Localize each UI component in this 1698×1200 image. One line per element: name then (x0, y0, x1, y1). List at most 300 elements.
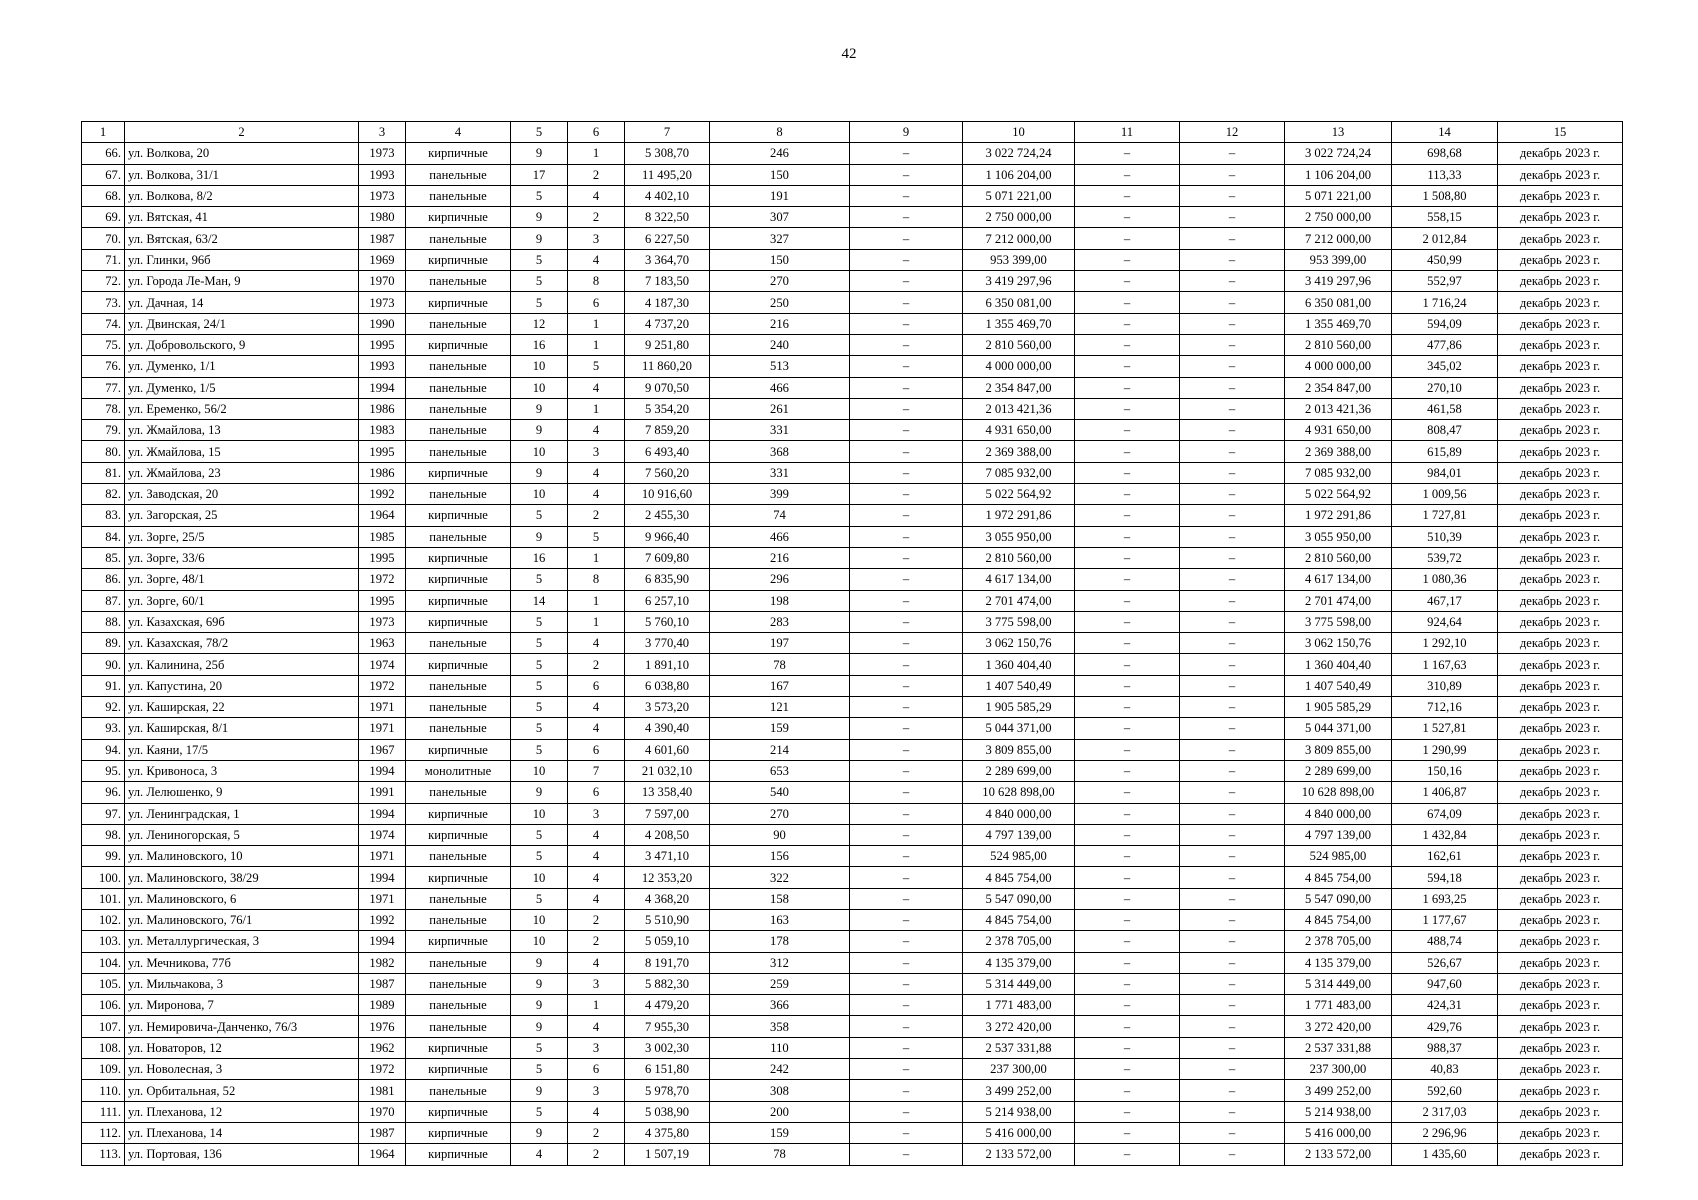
table-cell-col-11: – (1075, 377, 1180, 398)
table-cell-col-12: – (1180, 633, 1285, 654)
table-cell-col-14: 2 296,96 (1392, 1122, 1498, 1143)
table-row (82, 952, 1623, 973)
table-cell-col-7: 9 251,80 (625, 334, 710, 355)
table-cell-col-15: декабрь 2023 г. (1498, 846, 1623, 867)
table-cell-col-9: – (850, 633, 963, 654)
table-cell-col-10: 524 985,00 (963, 846, 1075, 867)
table-cell-col-6: 4 (568, 1101, 625, 1122)
table-cell-col-6: 2 (568, 1122, 625, 1143)
table-cell-col-5: 9 (511, 782, 568, 803)
table-cell-col-12: – (1180, 1122, 1285, 1143)
table-cell-col-3: 1995 (359, 590, 406, 611)
table-cell-col-7: 1 891,10 (625, 654, 710, 675)
table-cell-col-4: панельные (406, 398, 511, 419)
table-cell-col-2: ул. Двинская, 24/1 (125, 313, 359, 334)
table-cell-col-8: 240 (710, 334, 850, 355)
table-cell-col-2: ул. Плеханова, 12 (125, 1101, 359, 1122)
table-cell-col-9: – (850, 654, 963, 675)
table-cell-col-2: ул. Калинина, 25б (125, 654, 359, 675)
table-cell-col-9: – (850, 249, 963, 270)
table-cell-col-4: кирпичные (406, 143, 511, 164)
table-cell-col-2: ул. Глинки, 96б (125, 249, 359, 270)
page-number: 42 (841, 46, 857, 62)
table-cell-col-11: – (1075, 590, 1180, 611)
table-cell-col-15: декабрь 2023 г. (1498, 782, 1623, 803)
table-cell-col-7: 5 038,90 (625, 1101, 710, 1122)
table-cell-col-10: 7 212 000,00 (963, 228, 1075, 249)
table-cell-col-4: панельные (406, 995, 511, 1016)
table-cell-col-2: ул. Малиновского, 10 (125, 846, 359, 867)
table-cell-col-7: 4 208,50 (625, 824, 710, 845)
table-cell-col-3: 1971 (359, 888, 406, 909)
column-header-1: 1 (82, 122, 125, 143)
table-cell-col-12: – (1180, 760, 1285, 781)
table-cell-col-11: – (1075, 1037, 1180, 1058)
registry-table (81, 121, 1623, 1166)
table-cell-col-14: 488,74 (1392, 931, 1498, 952)
table-cell-col-8: 296 (710, 569, 850, 590)
table-cell-col-3: 1962 (359, 1037, 406, 1058)
table-cell-col-11: – (1075, 909, 1180, 930)
table-cell-col-5: 9 (511, 526, 568, 547)
table-cell-col-2: ул. Портовая, 136 (125, 1144, 359, 1165)
table-cell-col-15: декабрь 2023 г. (1498, 888, 1623, 909)
table-cell-col-3: 1976 (359, 1016, 406, 1037)
table-header (82, 122, 1623, 143)
table-cell-col-7: 3 573,20 (625, 697, 710, 718)
table-cell-col-9: – (850, 271, 963, 292)
table-cell-col-9: – (850, 675, 963, 696)
table-cell-col-15: декабрь 2023 г. (1498, 462, 1623, 483)
table-cell-col-13: 2 133 572,00 (1285, 1144, 1392, 1165)
table-cell-col-6: 1 (568, 334, 625, 355)
table-cell-col-10: 2 537 331,88 (963, 1037, 1075, 1058)
table-cell-col-11: – (1075, 995, 1180, 1016)
table-cell-col-3: 1972 (359, 569, 406, 590)
table-cell-col-15: декабрь 2023 г. (1498, 420, 1623, 441)
table-cell-col-8: 78 (710, 1144, 850, 1165)
table-cell-col-15: декабрь 2023 г. (1498, 590, 1623, 611)
table-cell-col-6: 1 (568, 398, 625, 419)
table-cell-col-5: 5 (511, 824, 568, 845)
table-cell-col-7: 6 038,80 (625, 675, 710, 696)
table-cell-col-8: 322 (710, 867, 850, 888)
table-cell-col-8: 158 (710, 888, 850, 909)
table-cell-col-15: декабрь 2023 г. (1498, 654, 1623, 675)
table-cell-col-13: 6 350 081,00 (1285, 292, 1392, 313)
table-cell-col-7: 4 737,20 (625, 313, 710, 334)
table-cell-col-6: 4 (568, 867, 625, 888)
table-cell-col-7: 4 375,80 (625, 1122, 710, 1143)
table-cell-col-14: 594,18 (1392, 867, 1498, 888)
table-cell-col-6: 2 (568, 931, 625, 952)
table-cell-col-13: 2 369 388,00 (1285, 441, 1392, 462)
table-row (82, 590, 1623, 611)
table-cell-col-7: 8 191,70 (625, 952, 710, 973)
table-cell-col-6: 3 (568, 973, 625, 994)
table-cell-col-8: 261 (710, 398, 850, 419)
table-cell-col-8: 150 (710, 164, 850, 185)
table-cell-col-7: 7 609,80 (625, 547, 710, 568)
table-cell-col-12: – (1180, 675, 1285, 696)
table-cell-col-14: 113,33 (1392, 164, 1498, 185)
table-cell-col-13: 5 214 938,00 (1285, 1101, 1392, 1122)
table-cell-col-4: панельные (406, 228, 511, 249)
table-cell-col-13: 2 013 421,36 (1285, 398, 1392, 419)
table-cell-col-4: панельные (406, 313, 511, 334)
table-cell-col-13: 1 771 483,00 (1285, 995, 1392, 1016)
table-cell-col-5: 10 (511, 931, 568, 952)
table-cell-col-2: ул. Малиновского, 6 (125, 888, 359, 909)
table-cell-col-5: 5 (511, 633, 568, 654)
table-cell-col-3: 1986 (359, 462, 406, 483)
table-cell-col-6: 6 (568, 292, 625, 313)
table-cell-col-14: 698,68 (1392, 143, 1498, 164)
table-row (82, 931, 1623, 952)
table-row (82, 909, 1623, 930)
table-cell-col-2: ул. Новолесная, 3 (125, 1059, 359, 1080)
table-cell-col-13: 1 407 540,49 (1285, 675, 1392, 696)
table-cell-col-5: 5 (511, 611, 568, 632)
table-cell-col-14: 2 012,84 (1392, 228, 1498, 249)
table-cell-col-2: ул. Города Ле-Ман, 9 (125, 271, 359, 292)
table-cell-col-3: 1993 (359, 356, 406, 377)
table-cell-col-5: 10 (511, 760, 568, 781)
table-cell-col-14: 1 167,63 (1392, 654, 1498, 675)
table-cell-col-7: 3 002,30 (625, 1037, 710, 1058)
table-cell-col-15: декабрь 2023 г. (1498, 185, 1623, 206)
table-cell-col-15: декабрь 2023 г. (1498, 526, 1623, 547)
column-header-5: 5 (511, 122, 568, 143)
table-cell-col-15: декабрь 2023 г. (1498, 1037, 1623, 1058)
table-cell-col-5: 5 (511, 292, 568, 313)
table-cell-col-14: 429,76 (1392, 1016, 1498, 1037)
table-cell-col-7: 9 070,50 (625, 377, 710, 398)
table-row (82, 1059, 1623, 1080)
table-cell-col-5: 5 (511, 1101, 568, 1122)
table-cell-col-6: 4 (568, 249, 625, 270)
table-cell-col-4: кирпичные (406, 803, 511, 824)
table-cell-col-9: – (850, 846, 963, 867)
table-row (82, 313, 1623, 334)
table-cell-col-5: 5 (511, 739, 568, 760)
table-cell-col-15: декабрь 2023 г. (1498, 760, 1623, 781)
table-cell-col-2: ул. Жмайлова, 13 (125, 420, 359, 441)
table-cell-col-1: 90. (82, 654, 125, 675)
table-cell-col-6: 1 (568, 995, 625, 1016)
table-cell-col-8: 312 (710, 952, 850, 973)
table-cell-col-12: – (1180, 547, 1285, 568)
table-cell-col-13: 3 055 950,00 (1285, 526, 1392, 547)
table-cell-col-1: 78. (82, 398, 125, 419)
table-cell-col-4: кирпичные (406, 207, 511, 228)
table-cell-col-7: 4 479,20 (625, 995, 710, 1016)
table-cell-col-11: – (1075, 888, 1180, 909)
table-cell-col-10: 3 499 252,00 (963, 1080, 1075, 1101)
table-cell-col-4: кирпичные (406, 1122, 511, 1143)
table-cell-col-12: – (1180, 1144, 1285, 1165)
table-cell-col-4: панельные (406, 675, 511, 696)
table-cell-col-6: 2 (568, 1144, 625, 1165)
table-cell-col-11: – (1075, 292, 1180, 313)
table-cell-col-15: декабрь 2023 г. (1498, 803, 1623, 824)
table-cell-col-9: – (850, 697, 963, 718)
table-cell-col-4: панельные (406, 697, 511, 718)
table-cell-col-10: 4 845 754,00 (963, 867, 1075, 888)
table-cell-col-8: 466 (710, 377, 850, 398)
table-cell-col-14: 988,37 (1392, 1037, 1498, 1058)
table-cell-col-3: 1994 (359, 377, 406, 398)
table-cell-col-2: ул. Миронова, 7 (125, 995, 359, 1016)
table-cell-col-8: 159 (710, 718, 850, 739)
table-cell-col-2: ул. Заводская, 20 (125, 484, 359, 505)
table-cell-col-4: панельные (406, 271, 511, 292)
table-cell-col-10: 237 300,00 (963, 1059, 1075, 1080)
table-cell-col-5: 12 (511, 313, 568, 334)
table-cell-col-13: 2 378 705,00 (1285, 931, 1392, 952)
table-cell-col-10: 5 314 449,00 (963, 973, 1075, 994)
table-cell-col-14: 150,16 (1392, 760, 1498, 781)
table-cell-col-12: – (1180, 377, 1285, 398)
table-row (82, 1144, 1623, 1165)
table-cell-col-12: – (1180, 697, 1285, 718)
table-cell-col-11: – (1075, 867, 1180, 888)
table-cell-col-12: – (1180, 739, 1285, 760)
table-cell-col-1: 93. (82, 718, 125, 739)
table-cell-col-9: – (850, 931, 963, 952)
table-cell-col-1: 95. (82, 760, 125, 781)
table-cell-col-11: – (1075, 271, 1180, 292)
table-cell-col-11: – (1075, 1059, 1180, 1080)
table-cell-col-6: 4 (568, 484, 625, 505)
table-cell-col-11: – (1075, 228, 1180, 249)
table-row (82, 611, 1623, 632)
table-cell-col-2: ул. Зорге, 25/5 (125, 526, 359, 547)
table-row (82, 462, 1623, 483)
table-cell-col-2: ул. Лелюшенко, 9 (125, 782, 359, 803)
table-cell-col-6: 7 (568, 760, 625, 781)
table-cell-col-6: 1 (568, 143, 625, 164)
table-cell-col-10: 1 972 291,86 (963, 505, 1075, 526)
table-cell-col-10: 1 355 469,70 (963, 313, 1075, 334)
table-cell-col-12: – (1180, 313, 1285, 334)
table-cell-col-8: 466 (710, 526, 850, 547)
table-cell-col-9: – (850, 718, 963, 739)
table-cell-col-5: 5 (511, 271, 568, 292)
table-cell-col-4: панельные (406, 909, 511, 930)
table-row (82, 207, 1623, 228)
table-cell-col-15: декабрь 2023 г. (1498, 441, 1623, 462)
table-cell-col-8: 156 (710, 846, 850, 867)
table-cell-col-12: – (1180, 164, 1285, 185)
table-cell-col-11: – (1075, 356, 1180, 377)
table-row (82, 398, 1623, 419)
table-cell-col-7: 7 597,00 (625, 803, 710, 824)
table-cell-col-14: 1 009,56 (1392, 484, 1498, 505)
table-cell-col-11: – (1075, 824, 1180, 845)
table-cell-col-3: 1987 (359, 973, 406, 994)
table-cell-col-2: ул. Волкова, 20 (125, 143, 359, 164)
table-cell-col-9: – (850, 739, 963, 760)
table-cell-col-8: 191 (710, 185, 850, 206)
table-cell-col-12: – (1180, 931, 1285, 952)
table-cell-col-6: 3 (568, 1037, 625, 1058)
table-cell-col-1: 109. (82, 1059, 125, 1080)
table-cell-col-1: 102. (82, 909, 125, 930)
table-cell-col-3: 1980 (359, 207, 406, 228)
table-cell-col-10: 1 771 483,00 (963, 995, 1075, 1016)
table-cell-col-3: 1989 (359, 995, 406, 1016)
table-cell-col-6: 1 (568, 611, 625, 632)
table-cell-col-13: 2 701 474,00 (1285, 590, 1392, 611)
table-cell-col-11: – (1075, 484, 1180, 505)
table-cell-col-10: 5 022 564,92 (963, 484, 1075, 505)
table-cell-col-15: декабрь 2023 г. (1498, 228, 1623, 249)
table-cell-col-3: 1974 (359, 654, 406, 675)
table-row (82, 1037, 1623, 1058)
table-cell-col-10: 2 701 474,00 (963, 590, 1075, 611)
table-cell-col-12: – (1180, 185, 1285, 206)
table-cell-col-11: – (1075, 547, 1180, 568)
table-cell-col-7: 4 368,20 (625, 888, 710, 909)
table-cell-col-2: ул. Волкова, 31/1 (125, 164, 359, 185)
table-cell-col-5: 5 (511, 1037, 568, 1058)
table-cell-col-11: – (1075, 760, 1180, 781)
table-cell-col-7: 11 860,20 (625, 356, 710, 377)
table-cell-col-11: – (1075, 697, 1180, 718)
table-cell-col-1: 87. (82, 590, 125, 611)
table-cell-col-1: 68. (82, 185, 125, 206)
table-cell-col-3: 1992 (359, 484, 406, 505)
table-cell-col-14: 467,17 (1392, 590, 1498, 611)
table-cell-col-15: декабрь 2023 г. (1498, 1122, 1623, 1143)
table-cell-col-10: 4 840 000,00 (963, 803, 1075, 824)
table-cell-col-15: декабрь 2023 г. (1498, 1080, 1623, 1101)
table-cell-col-15: декабрь 2023 г. (1498, 952, 1623, 973)
table-row (82, 782, 1623, 803)
table-cell-col-9: – (850, 547, 963, 568)
table-cell-col-7: 6 227,50 (625, 228, 710, 249)
table-cell-col-3: 1995 (359, 547, 406, 568)
table-cell-col-3: 1992 (359, 909, 406, 930)
column-header-9: 9 (850, 122, 963, 143)
table-cell-col-6: 4 (568, 697, 625, 718)
table-cell-col-4: панельные (406, 846, 511, 867)
table-cell-col-15: декабрь 2023 г. (1498, 697, 1623, 718)
table-cell-col-3: 1973 (359, 611, 406, 632)
table-cell-col-3: 1995 (359, 441, 406, 462)
table-cell-col-9: – (850, 185, 963, 206)
table-cell-col-11: – (1075, 420, 1180, 441)
table-cell-col-12: – (1180, 824, 1285, 845)
column-header-15: 15 (1498, 122, 1623, 143)
table-cell-col-9: – (850, 1144, 963, 1165)
table-cell-col-2: ул. Лениногорская, 5 (125, 824, 359, 845)
table-cell-col-1: 112. (82, 1122, 125, 1143)
table-cell-col-6: 8 (568, 569, 625, 590)
table-cell-col-7: 4 601,60 (625, 739, 710, 760)
table-cell-col-4: панельные (406, 782, 511, 803)
table-cell-col-7: 10 916,60 (625, 484, 710, 505)
table-cell-col-6: 1 (568, 547, 625, 568)
table-cell-col-1: 81. (82, 462, 125, 483)
table-cell-col-1: 70. (82, 228, 125, 249)
table-cell-col-5: 14 (511, 590, 568, 611)
table-cell-col-10: 3 062 150,76 (963, 633, 1075, 654)
table-cell-col-7: 4 390,40 (625, 718, 710, 739)
table-cell-col-11: – (1075, 569, 1180, 590)
table-cell-col-4: панельные (406, 441, 511, 462)
table-cell-col-11: – (1075, 718, 1180, 739)
table-row (82, 292, 1623, 313)
table-cell-col-15: декабрь 2023 г. (1498, 356, 1623, 377)
table-cell-col-7: 5 354,20 (625, 398, 710, 419)
table-cell-col-10: 2 133 572,00 (963, 1144, 1075, 1165)
table-cell-col-6: 2 (568, 207, 625, 228)
table-cell-col-8: 368 (710, 441, 850, 462)
table-cell-col-11: – (1075, 1016, 1180, 1037)
table-cell-col-7: 5 978,70 (625, 1080, 710, 1101)
table-cell-col-7: 7 955,30 (625, 1016, 710, 1037)
table-cell-col-12: – (1180, 803, 1285, 824)
table-cell-col-8: 399 (710, 484, 850, 505)
table-cell-col-3: 1973 (359, 143, 406, 164)
table-cell-col-1: 84. (82, 526, 125, 547)
table-cell-col-14: 1 693,25 (1392, 888, 1498, 909)
table-cell-col-12: – (1180, 441, 1285, 462)
table-cell-col-10: 4 845 754,00 (963, 909, 1075, 930)
table-cell-col-10: 3 022 724,24 (963, 143, 1075, 164)
table-cell-col-14: 924,64 (1392, 611, 1498, 632)
table-cell-col-6: 2 (568, 505, 625, 526)
table-cell-col-4: панельные (406, 356, 511, 377)
table-cell-col-4: кирпичные (406, 1037, 511, 1058)
table-cell-col-1: 77. (82, 377, 125, 398)
table-cell-col-8: 121 (710, 697, 850, 718)
table-cell-col-12: – (1180, 611, 1285, 632)
table-cell-col-8: 331 (710, 462, 850, 483)
table-cell-col-1: 79. (82, 420, 125, 441)
table-cell-col-7: 3 471,10 (625, 846, 710, 867)
table-cell-col-11: – (1075, 782, 1180, 803)
table-cell-col-3: 1994 (359, 803, 406, 824)
table-cell-col-2: ул. Малиновского, 76/1 (125, 909, 359, 930)
table-row (82, 505, 1623, 526)
table-cell-col-4: панельные (406, 1016, 511, 1037)
table-cell-col-1: 94. (82, 739, 125, 760)
table-cell-col-7: 21 032,10 (625, 760, 710, 781)
table-cell-col-9: – (850, 1122, 963, 1143)
table-cell-col-11: – (1075, 654, 1180, 675)
table-cell-col-12: – (1180, 462, 1285, 483)
table-cell-col-8: 242 (710, 1059, 850, 1080)
table-cell-col-7: 13 358,40 (625, 782, 710, 803)
table-cell-col-13: 4 617 134,00 (1285, 569, 1392, 590)
table-row (82, 1101, 1623, 1122)
table-cell-col-9: – (850, 888, 963, 909)
table-cell-col-3: 1972 (359, 675, 406, 696)
table-cell-col-12: – (1180, 228, 1285, 249)
table-cell-col-8: 283 (710, 611, 850, 632)
table-cell-col-9: – (850, 420, 963, 441)
table-cell-col-6: 6 (568, 739, 625, 760)
table-cell-col-15: декабрь 2023 г. (1498, 569, 1623, 590)
table-row (82, 1016, 1623, 1037)
table-cell-col-11: – (1075, 185, 1180, 206)
table-cell-col-4: монолитные (406, 760, 511, 781)
table-cell-col-3: 1983 (359, 420, 406, 441)
table-cell-col-2: ул. Мечникова, 77б (125, 952, 359, 973)
